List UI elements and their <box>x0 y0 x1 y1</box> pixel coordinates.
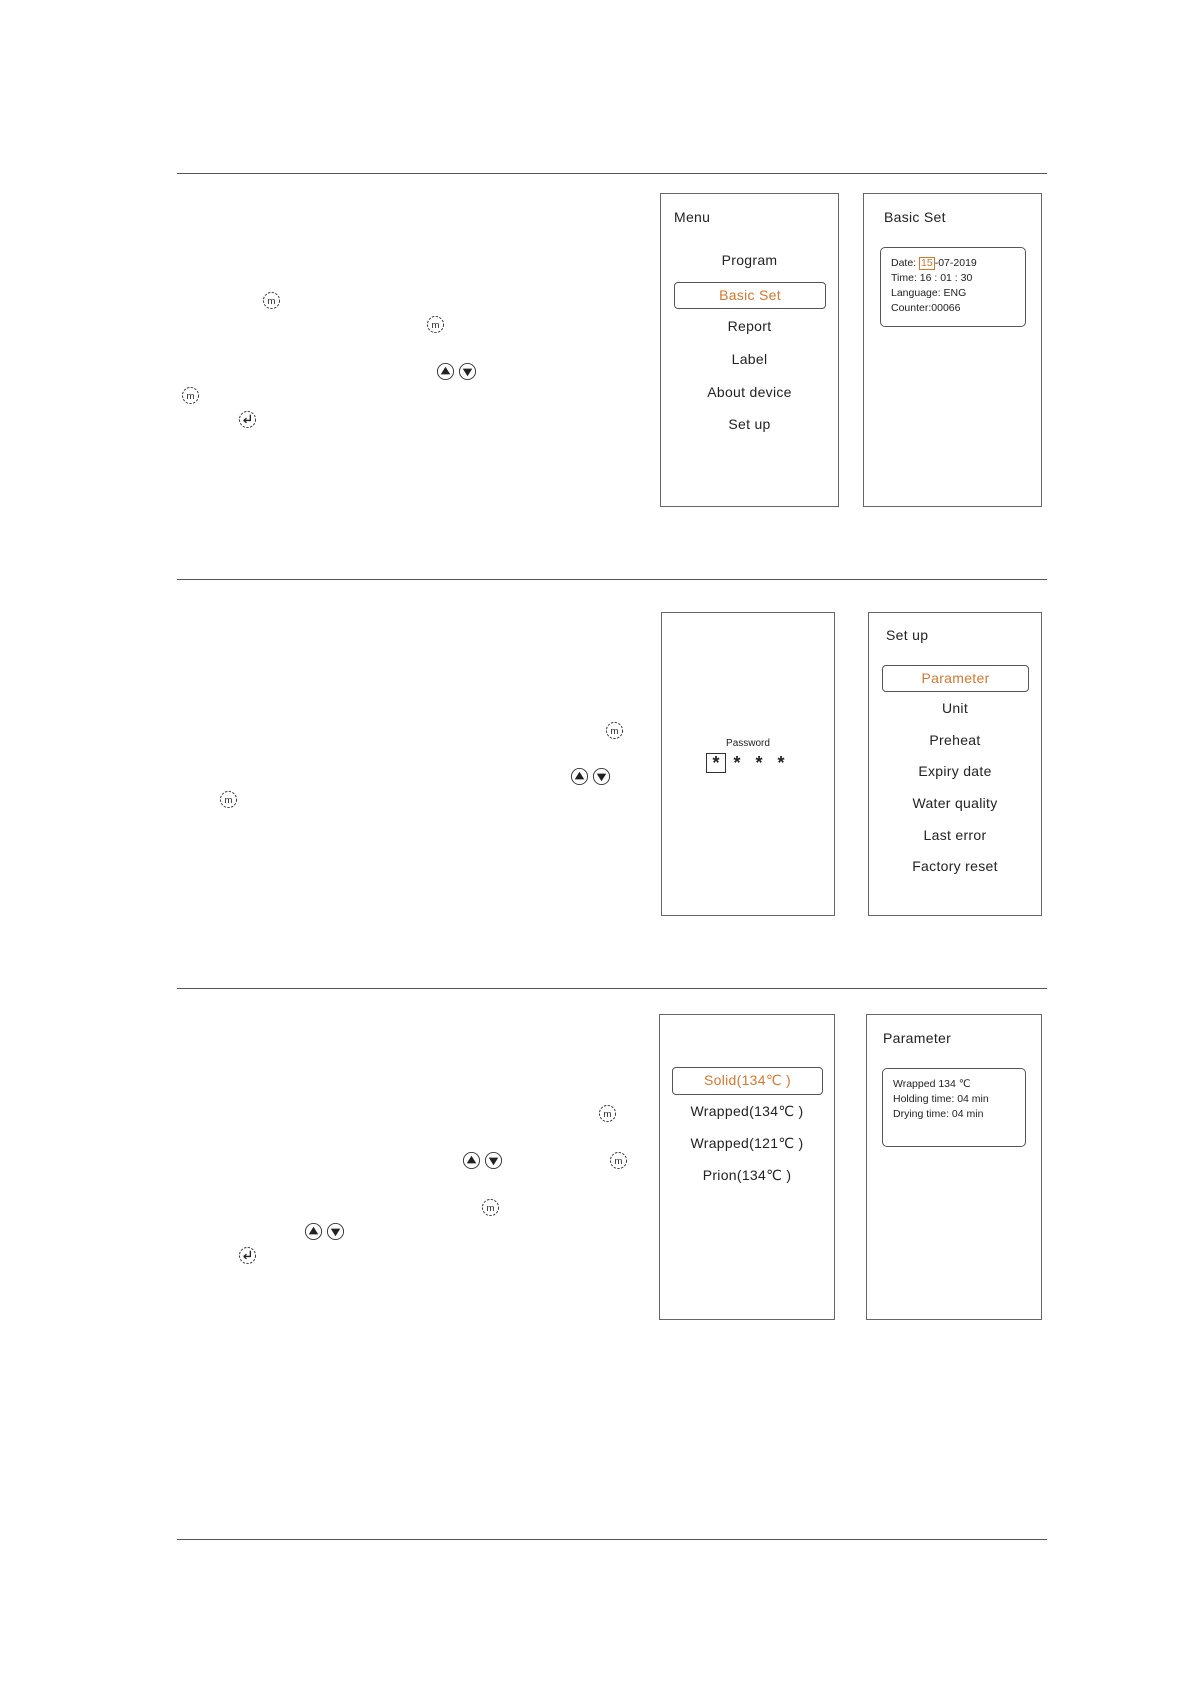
m-button-icon <box>262 291 281 310</box>
program-item-prion-134[interactable]: Prion(134℃ ) <box>702 1167 792 1183</box>
up-arrow-icon <box>436 362 455 381</box>
enter-icon <box>238 410 257 429</box>
section-divider <box>177 579 1047 580</box>
down-arrow-icon <box>592 767 611 786</box>
setup-item-preheat[interactable]: Preheat <box>929 732 981 748</box>
svg-text:m: m <box>267 295 276 307</box>
m-button-icon <box>481 1198 500 1217</box>
m-button-icon <box>219 790 238 809</box>
svg-text:m: m <box>186 390 195 402</box>
svg-text:m: m <box>610 725 619 737</box>
date-line <box>891 256 1015 271</box>
language-line: Language: ENG <box>891 287 967 299</box>
menu-item-report[interactable]: Report <box>727 318 772 334</box>
setup-item-parameter[interactable]: Parameter <box>882 665 1029 692</box>
program-line: Wrapped 134 ℃ <box>893 1078 971 1090</box>
menu-item-basic-set[interactable]: Basic Set <box>674 282 826 309</box>
down-arrow-icon <box>458 362 477 381</box>
up-arrow-icon <box>304 1222 323 1241</box>
section-divider <box>177 1539 1047 1540</box>
m-button-icon <box>181 386 200 405</box>
setup-title: Set up <box>886 627 929 643</box>
down-arrow-icon <box>484 1151 503 1170</box>
down-arrow-icon <box>326 1222 345 1241</box>
program-select-screen <box>659 1014 835 1320</box>
program-item-wrapped-121[interactable]: Wrapped(121℃ ) <box>690 1135 804 1151</box>
password-label: Password <box>726 738 770 749</box>
up-arrow-icon <box>462 1151 481 1170</box>
svg-text:m: m <box>431 319 440 331</box>
svg-text:m: m <box>486 1202 495 1214</box>
holding-time-line[interactable]: Holding time: 04 min <box>893 1093 989 1105</box>
section-divider <box>177 173 1047 174</box>
counter-line: Counter:00066 <box>891 302 961 314</box>
password-digit[interactable]: * <box>706 753 726 773</box>
enter-icon <box>238 1246 257 1265</box>
date-label: Date: <box>891 257 917 269</box>
password-digit[interactable]: * <box>733 753 741 773</box>
svg-text:m: m <box>614 1155 623 1167</box>
svg-text:m: m <box>224 794 233 806</box>
setup-item-expiry-date[interactable]: Expiry date <box>918 763 992 779</box>
time-line: Time: 16 : 01 : 30 <box>891 272 973 284</box>
setup-item-factory-reset[interactable]: Factory reset <box>912 858 998 874</box>
up-arrow-icon <box>570 767 589 786</box>
m-button-icon <box>426 315 445 334</box>
menu-item-about-device[interactable]: About device <box>707 384 792 400</box>
program-item-wrapped-134[interactable]: Wrapped(134℃ ) <box>690 1103 804 1119</box>
parameter-screen <box>866 1014 1042 1320</box>
m-button-icon <box>598 1104 617 1123</box>
date-day-field[interactable]: 15 <box>921 257 933 269</box>
setup-screen <box>868 612 1042 916</box>
setup-item-water-quality[interactable]: Water quality <box>912 795 998 811</box>
date-rest: -07-2019 <box>934 257 977 269</box>
menu-screen <box>660 193 839 507</box>
parameter-info-box <box>882 1068 1026 1147</box>
menu-title: Menu <box>674 209 711 225</box>
svg-text:m: m <box>603 1108 612 1120</box>
m-button-icon <box>609 1151 628 1170</box>
menu-item-set-up[interactable]: Set up <box>728 416 771 432</box>
drying-time-line[interactable]: Drying time: 04 min <box>893 1108 984 1120</box>
password-digit[interactable]: * <box>777 753 785 773</box>
setup-item-last-error[interactable]: Last error <box>923 827 987 843</box>
menu-item-program[interactable]: Program <box>721 252 778 268</box>
basic-set-screen <box>863 193 1042 507</box>
menu-item-label[interactable]: Label <box>731 351 768 367</box>
password-digit[interactable]: * <box>755 753 763 773</box>
parameter-title: Parameter <box>883 1030 952 1046</box>
basic-set-title: Basic Set <box>884 209 946 225</box>
password-field[interactable] <box>706 753 792 774</box>
program-item-solid-134[interactable]: Solid(134℃ ) <box>672 1067 823 1095</box>
m-button-icon <box>605 721 624 740</box>
basic-set-info-box <box>880 247 1026 327</box>
password-screen <box>661 612 835 916</box>
setup-item-unit[interactable]: Unit <box>941 700 969 716</box>
section-divider <box>177 988 1047 989</box>
